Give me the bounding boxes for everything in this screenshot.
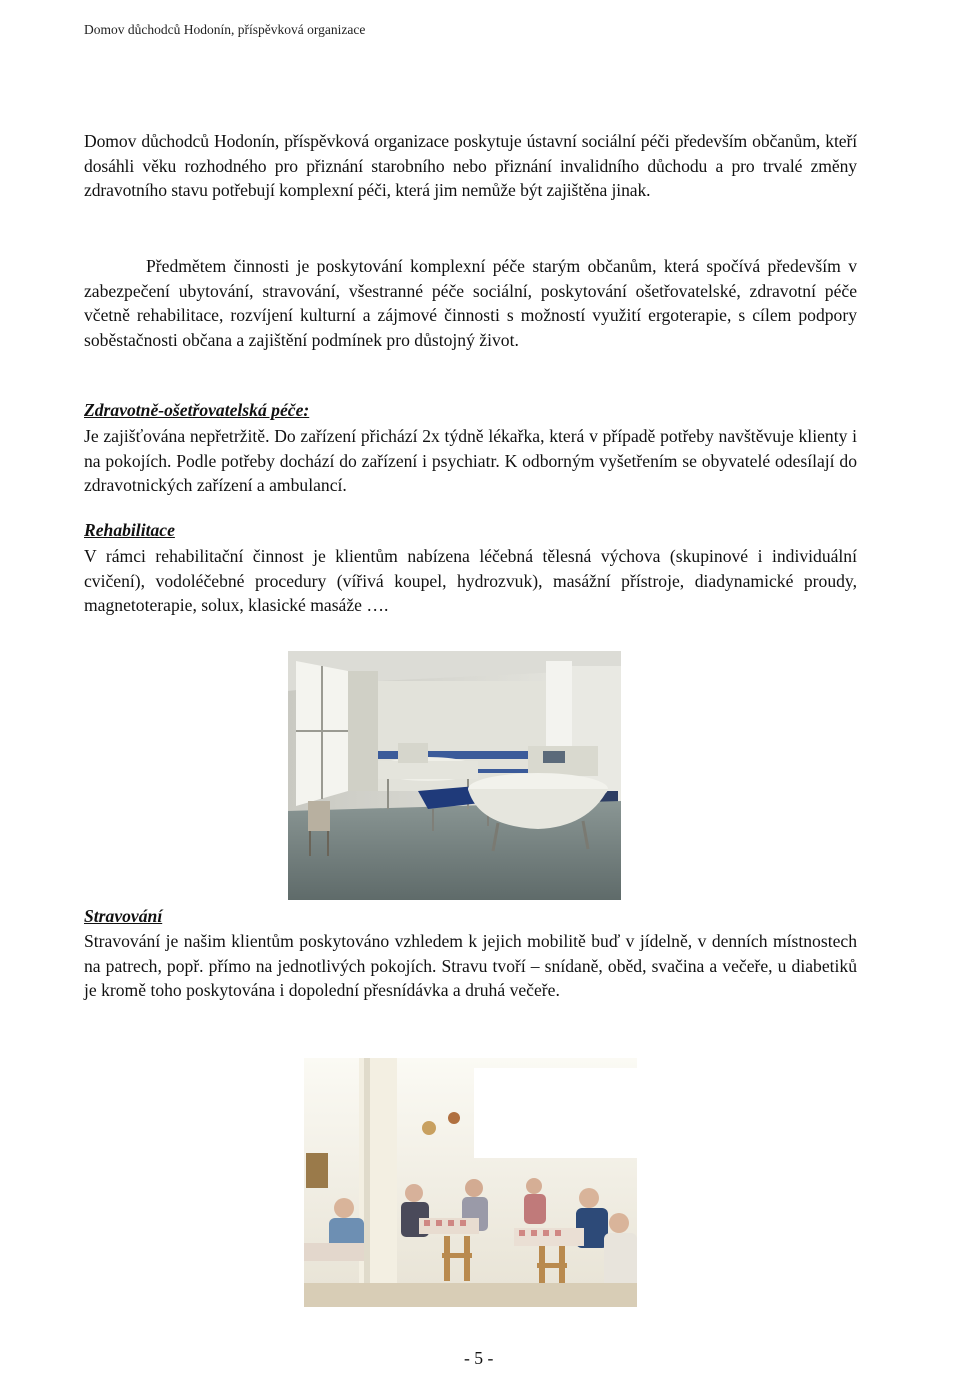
dining-room-photo [304,1058,637,1307]
catering-text: Stravování je našim klientům poskytováno vzhledem k jejich mobilitě buď v jídelně, v denních místnostech na patrech, popř. přímo na jednotlivých pokojích. Stravu tvoří – snídaně, oběd, svačina a večeře, u diabetiků je kromě toho poskytována i dopolední přesnídávka a druhá večeře. [84,931,857,1000]
rehabilitation-text: V rámci rehabilitační činnost je klientům nabízena léčebná tělesná výchova (skupinové i individuální cvičení), vodoléčebné procedury (vířivá koupel, hydrozvuk), masážní přístroje, diadynamické proudy, magnetoterapie, solux, klasické masáže …. [84,546,857,615]
page-number: - 5 - [464,1348,494,1368]
catering-heading: Stravování [84,906,163,926]
rehabilitation-heading: Rehabilitace [84,520,175,540]
subject-paragraph: Předmětem činnosti je poskytování komplexní péče starým občanům, která spočívá především v zabezpečení ubytování, stravování, všestranné péče sociální, poskytování ošetřovatelské, zdravotní péče včetně rehabilitace, rozvíjení kulturní a zájmové činnosti s možností využití ergoterapie, s cílem podpory soběstačnosti občana a zajištění podmínek pro důstojný život. [84,256,857,350]
health-care-heading: Zdravotně-ošetřovatelská péče: [84,400,310,420]
rehabilitation-room-photo [288,651,621,900]
intro-paragraph: Domov důchodců Hodonín, příspěvková organizace poskytuje ústavní sociální péči především občanům, kteří dosáhli věku rozhodného pro přiznání starobního nebo přiznání invalidního důchodu a pro trvalé změny zdravotního stavu potřebují komplexní péči, která jim nemůže být zajištěna jinak. [84,131,857,200]
page-header: Domov důchodců Hodonín, příspěvková organizace [84,22,366,37]
health-care-text: Je zajišťována nepřetržitě. Do zařízení přichází 2x týdně lékařka, která v případě potřeby navštěvuje klienty i na pokojích. Podle potřeby dochází do zařízení i psychiatr. K odborným vyšetřením se obyvatelé odesílají do zdravotnických zařízení a ambulancí. [84,426,857,495]
